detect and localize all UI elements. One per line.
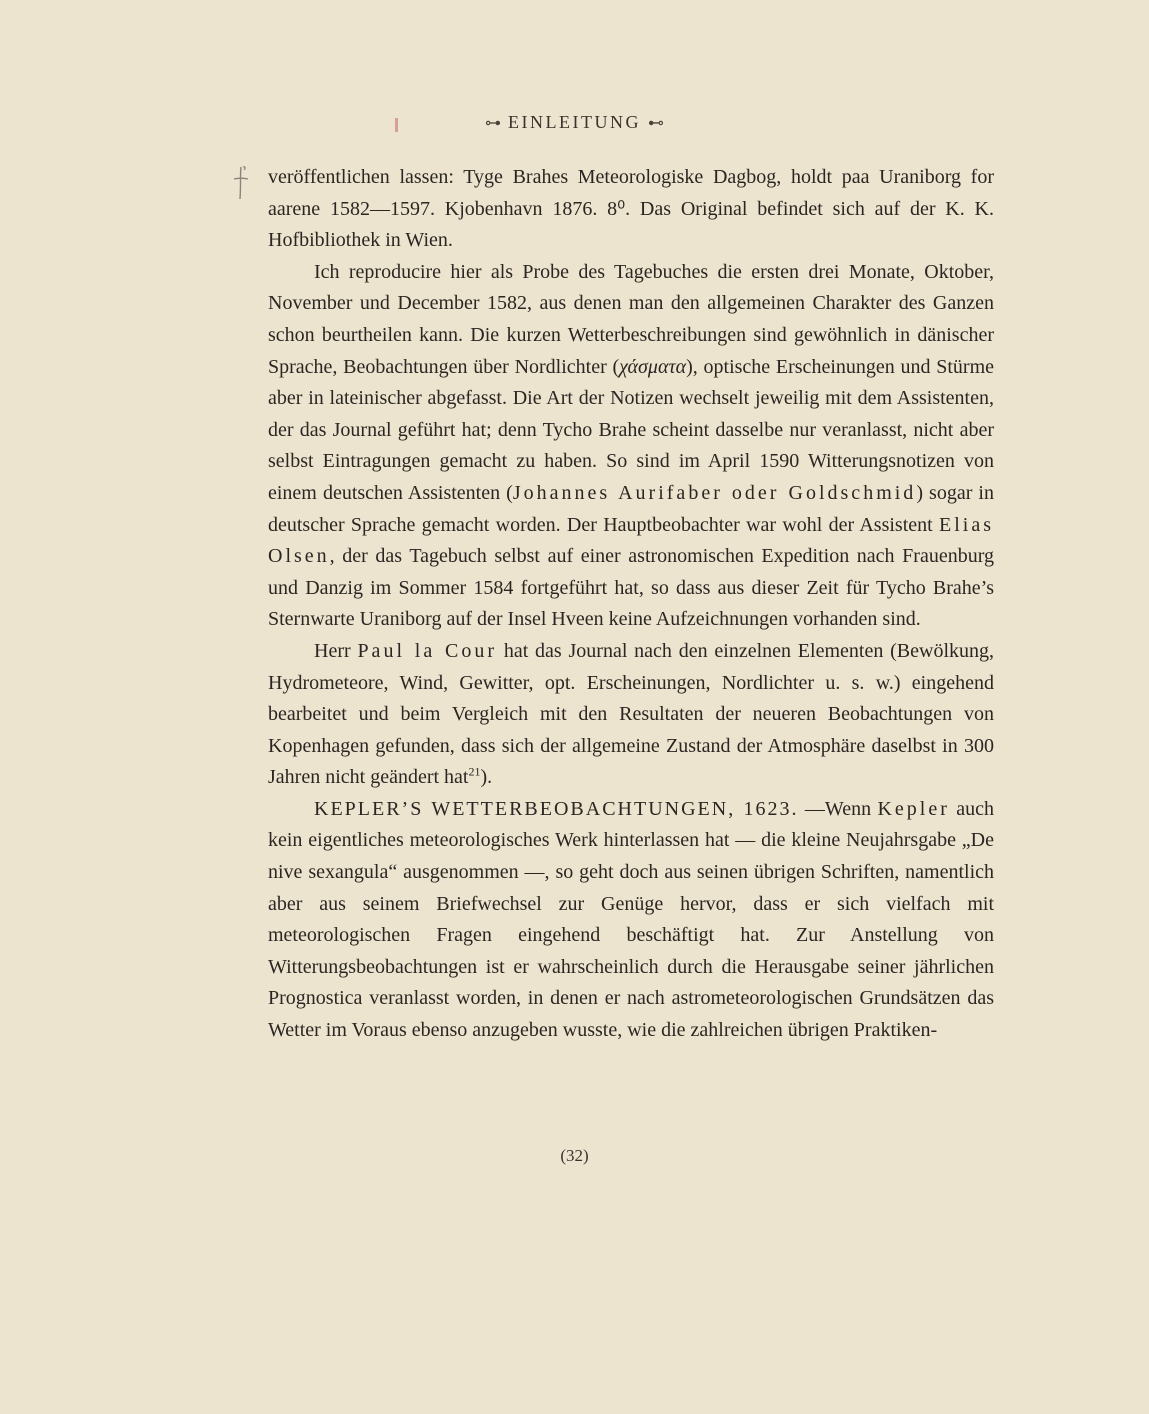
paragraph-2-text-b: ), optische Erscheinungen und Stürme aber in lateinischer abgefasst. Die Art der Notizen wechselt jeweilig mit dem Assistenten, der das Journal geführt hat; denn Tycho Brahe scheint dasselbe nur veranlasst, nicht aber selbst Eintragungen gemacht zu haben. So sind im April 1590 Witterungsnotizen von einem deutschen Assistenten ( [268, 355, 995, 504]
person-name-aurifaber: Johannes Aurifaber oder Goldschmid [512, 481, 917, 504]
ornament-right-icon: ⊷ [647, 115, 664, 132]
body-text [268, 162, 994, 1047]
paragraph-3-text-c: ). [480, 766, 493, 789]
paragraph-2-text-d: , der das Tagebuch selbst auf einer astronomischen Expedition nach Frauenburg und Danzig im Sommer 1584 fortgeführt hat, so dass aus dieser Zeit für Tycho Brahe’s Sternwarte Uraniborg auf der Insel Hveen keine Aufzeichnungen vorhanden sind. [268, 545, 994, 631]
section-heading-kepler: KEPLER’S WETTERBEOBACHTUNGEN, 1623. [314, 797, 799, 820]
person-name-olsen: Elias Olsen [268, 513, 994, 568]
running-head-title: EINLEITUNG [508, 112, 641, 132]
paragraph-1 [268, 162, 994, 257]
paragraph-3 [268, 636, 994, 794]
paragraph-4 [268, 794, 994, 1047]
person-name-kepler: Kepler [877, 797, 950, 820]
footnote-reference: 21 [468, 764, 481, 779]
paragraph-3-text-a: Herr [314, 639, 358, 662]
paragraph-3-text-b: hat das Journal nach den einzelnen Elementen (Bewölkung, Hydrometeore, Wind, Gewitter, opt. Erscheinungen, Nordlichter u. s. w.) eingehend bearbeitet und beim Vergleich mit den Resultaten der neueren Beobachtungen von Kopenhagen gefunden, dass sich der allgemeine Zustand der Atmosphäre daselbst in 300 Jahren nicht geändert hat [268, 639, 995, 789]
paragraph-4-dash: —Wenn [798, 797, 878, 820]
running-head [0, 112, 1149, 133]
paragraph-2-text-c: ) sogar in deutscher Sprache gemacht worden. Der Hauptbeobachter war wohl der Assistent [268, 481, 994, 536]
ornament-left-icon: ⊶ [485, 115, 502, 132]
paragraph-2 [268, 257, 994, 636]
page-number: (32) [560, 1146, 589, 1165]
paragraph-2-text-a: Ich reproducire hier als Probe des Tagebuches die ersten drei Monate, Oktober, November und December 1582, aus denen man den allgemeinen Charakter des Ganzen schon beurtheilen kann. Die kurzen Wetterbeschreibungen sind gewöhnlich in dänischer Sprache, Beobachtungen über Nordlichter ( [268, 260, 994, 378]
paragraph-4-text: auch kein eigentliches meteorologisches Werk hinterlassen hat — die kleine Neujahrsgabe „De nive sexangula“ ausgenommen —, so geht doch aus seinen übrigen Schriften, namentlich aber aus seinem Briefwechsel zur Genüge hervor, dass er sich vielfach mit meteorologischen Fragen eingehend beschäftigt hat. Zur Anstellung von Witterungsbeobachtungen ist er wahrscheinlich durch die Herausgabe seiner jährlichen Prognostica veranlasst worden, in denen er nach astrometeorologischen Grundsätzen das Wetter im Voraus ebenso anzugeben wusste, wie die zahlreichen übrigen Praktiken- [268, 797, 994, 1042]
pencil-cross-mark-icon [232, 165, 250, 201]
greek-term: χάσματα [619, 355, 687, 378]
person-name-la-cour: Paul la Cour [357, 639, 498, 662]
paragraph-1-text: veröffentlichen lassen: Tyge Brahes Meteorologiske Dagbog, holdt paa Uraniborg for aarene 1582—1597. Kjobenhavn 1876. 8⁰. Das Original befindet sich auf der K. K. Hofbibliothek in Wien. [268, 166, 994, 252]
